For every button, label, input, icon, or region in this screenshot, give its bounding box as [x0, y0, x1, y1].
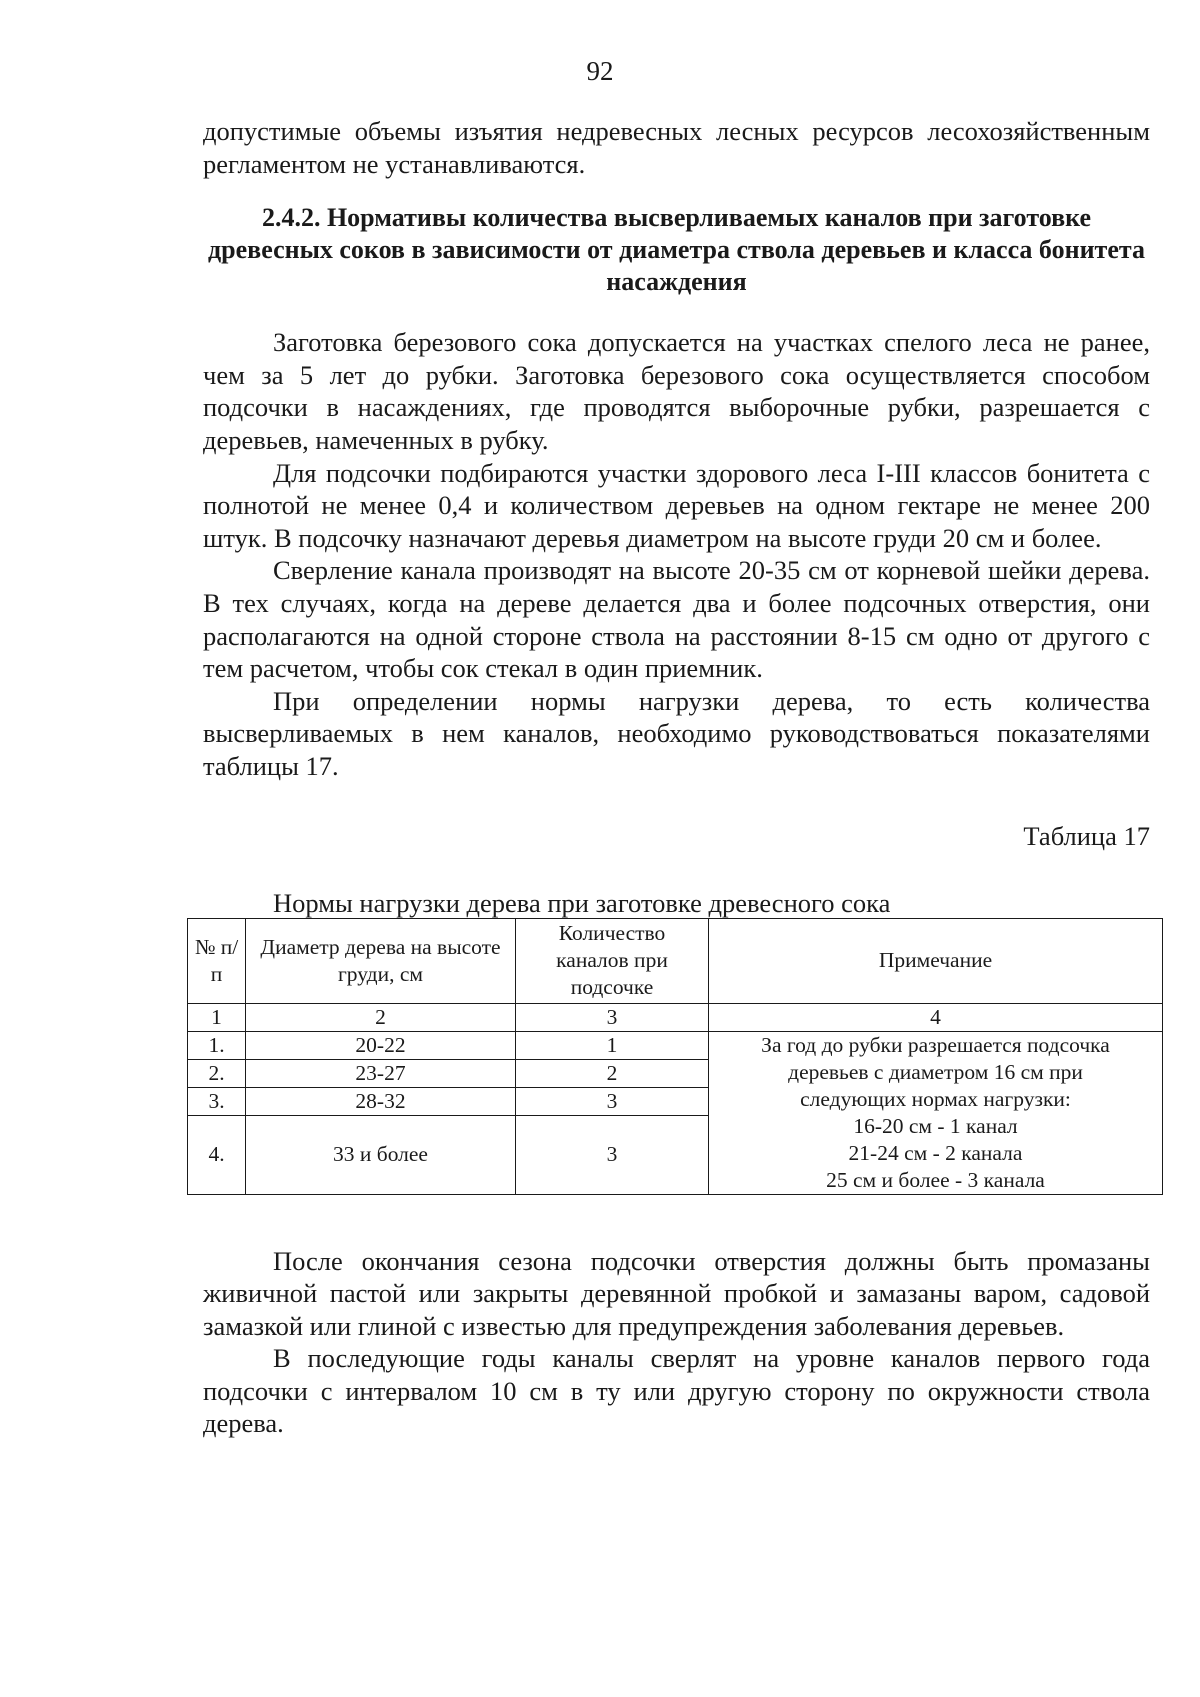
intro-paragraph: допустимые объемы изъятия недревесных лесных ресурсов лесохозяйственным регламентом не устанавливаются.	[203, 116, 1150, 179]
header-diameter: Диаметр дерева на высоте груди, см	[246, 918, 516, 1003]
row-channels: 3	[516, 1087, 709, 1115]
table-index-row	[188, 1003, 1163, 1031]
note-line: 25 см и более - 3 канала	[826, 1167, 1045, 1192]
body-paragraph: Заготовка березового сока допускается на участках спелого леса не ранее, чем за 5 лет до рубки. Заготовка березового сока осуществляется способом подсочки в насаждениях, где проводятся выборочные рубки, разрешается с деревьев, намеченных в рубку.	[203, 327, 1150, 455]
row-number: 3.	[188, 1087, 246, 1115]
body-paragraph: Сверление канала производят на высоте 20-35 см от корневой шейки дерева. В тех случаях, когда на дереве делается два и более подсочных отверстия, они располагаются на одной стороне ствола на расстоянии 8-15 см одно от другого с тем расчетом, чтобы сок стекал в один приемник.	[203, 555, 1150, 684]
note-line: деревьев с диаметром 16 см при	[788, 1059, 1083, 1084]
closing-paragraph: В последующие годы каналы сверлят на уровне каналов первого года подсочки с интервалом 10 см в ту или другую сторону по окружности ствола дерева.	[203, 1343, 1150, 1439]
document-body	[194, 115, 1150, 1440]
header-note: Примечание	[709, 918, 1163, 1003]
row-channels: 1	[516, 1031, 709, 1059]
row-number: 1.	[188, 1031, 246, 1059]
table-label: Таблица 17	[1023, 820, 1150, 851]
row-diameter: 28-32	[246, 1087, 516, 1115]
table-header-row	[188, 918, 1163, 1003]
row-diameter: 20-22	[246, 1031, 516, 1059]
note-line: следующих нормах нагрузки:	[800, 1086, 1071, 1111]
page-number: 92	[586, 56, 614, 86]
header-channels: Количество каналов при подсочке	[516, 918, 709, 1003]
index-cell: 4	[709, 1003, 1163, 1031]
index-cell: 2	[246, 1003, 516, 1031]
row-channels: 2	[516, 1059, 709, 1087]
note-line: 16-20 см - 1 канал	[853, 1113, 1018, 1138]
index-cell: 3	[516, 1003, 709, 1031]
row-diameter: 33 и более	[246, 1115, 516, 1194]
table-caption: Нормы нагрузки дерева при заготовке древесного сока	[273, 887, 891, 918]
body-paragraph: Для подсочки подбираются участки здорового леса I-III классов бонитета с полнотой не менее 0,4 и количеством деревьев на одном гектаре не менее 200 штук. В подсочку назначают деревья диаметром на высоте груди 20 см и более.	[203, 457, 1150, 553]
body-paragraph: При определении нормы нагрузки дерева, то есть количества высверливаемых в нем каналов, необходимо руководствоваться показателями таблицы 17.	[203, 685, 1150, 781]
index-cell: 1	[188, 1003, 246, 1031]
section-heading: 2.4.2. Нормативы количества высверливаемых каналов при заготовке древесных соков в зависимости от диаметра ствола деревьев и класса бонитета насаждения	[208, 203, 1145, 297]
note-line: 21-24 см - 2 канала	[848, 1140, 1023, 1165]
header-number: № п/п	[188, 918, 246, 1003]
row-diameter: 23-27	[246, 1059, 516, 1087]
note-line: За год до рубки разрешается подсочка	[761, 1032, 1110, 1057]
note-cell	[709, 1031, 1163, 1194]
row-number: 4.	[188, 1115, 246, 1194]
closing-paragraph: После окончания сезона подсочки отверстия должны быть промазаны живичной пастой или закрыты деревянной пробкой и замазаны варом, садовой замазкой или глиной с известью для предупреждения заболевания деревьев.	[203, 1245, 1150, 1341]
row-number: 2.	[188, 1059, 246, 1087]
table-row	[188, 1031, 1163, 1059]
norms-table	[187, 918, 1163, 1195]
row-channels: 3	[516, 1115, 709, 1194]
